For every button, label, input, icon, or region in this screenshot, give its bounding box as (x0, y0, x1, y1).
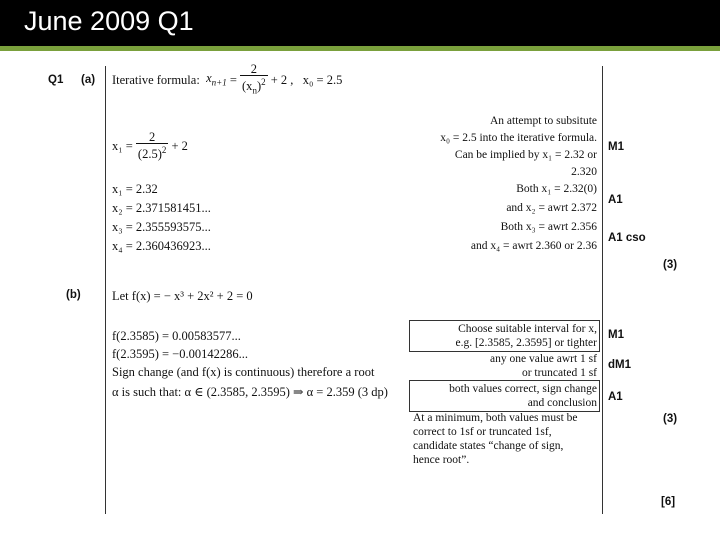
mark-code: dM1 (608, 359, 631, 371)
mark-code: M1 (608, 329, 624, 341)
iterate-value: x₄ = 2.360436923... (112, 239, 211, 253)
marking-note: and conclusion (527, 397, 597, 409)
iterative-fraction: $\frac{2}{(x_n)^2}$ (242, 62, 266, 96)
marking-note: any one value awrt 1 sf (490, 353, 597, 365)
title-accent-bar (0, 46, 720, 51)
marking-note: e.g. [2.3585, 2.3595] or tighter (455, 337, 597, 349)
question-total: [6] (661, 496, 676, 508)
slide-title: June 2009 Q1 (24, 6, 194, 36)
working-line: α is such that: α ∈ (2.3585, 2.3595) ⇒ α = 2.359 (3 dp) (112, 385, 388, 399)
iterate-value: x₂ = 2.371581451... (112, 201, 211, 215)
mark-code: A1 (608, 391, 623, 403)
mark-code: A1 (608, 194, 623, 206)
mark-code: M1 (608, 141, 624, 153)
part-a-label: (a) (81, 74, 96, 86)
mark-code: A1 cso (608, 232, 646, 244)
function-definition: Let f(x) = − x³ + 2x² + 2 = 0 (112, 289, 253, 303)
marking-note: and x₄ = awrt 2.360 or 2.36 (470, 240, 597, 252)
working-line: Sign change (and f(x) is continuous) therefore a root (112, 365, 375, 379)
marking-note: and x₂ = awrt 2.372 (506, 202, 597, 214)
part-total: (3) (663, 259, 678, 271)
marking-note: An attempt to subsitute (489, 115, 597, 127)
marking-note: correct to 1sf or truncated 1sf, (413, 426, 552, 438)
part-b-label: (b) (66, 289, 81, 301)
initial-value: x₀ = 2.5 (302, 73, 343, 87)
right-column-rule (602, 66, 603, 514)
marking-note: Choose suitable interval for x, (458, 323, 597, 335)
marking-note: At a minimum, both values must be (413, 412, 578, 424)
marking-note: Both x₁ = 2.32(0) (516, 183, 597, 195)
iterative-formula: Iterative formula: $x_{n+1}$ = $\frac{2}{(x_n)^2}$ + 2 , x₀ = 2.5 (112, 62, 343, 96)
iterate-value: x₁ = 2.32 (112, 182, 158, 196)
x1-fraction: $\frac{2}{(2.5)^2}$ (137, 130, 167, 162)
left-column-rule (105, 66, 106, 514)
working-line: f(2.3585) = 0.00583577... (112, 329, 241, 343)
marking-note: x₀ = 2.5 into the iterative formula. (440, 132, 597, 144)
marking-note: or truncated 1 sf (521, 367, 597, 379)
part-total: (3) (663, 413, 678, 425)
iterate-value: x₃ = 2.355593575... (112, 220, 211, 234)
working-line: f(2.3595) = −0.00142286... (112, 347, 248, 361)
marking-note: Can be implied by x₁ = 2.32 or (454, 149, 597, 161)
x1-substitution: x₁ = $\frac{2}{(2.5)^2}$ + 2 (112, 130, 188, 162)
marking-note: candidate states “change of sign, (413, 440, 564, 452)
marking-note: both values correct, sign change (449, 383, 597, 395)
marking-note: 2.320 (571, 166, 597, 178)
marking-note: Both x₃ = awrt 2.356 (500, 221, 597, 233)
marking-note: hence root”. (413, 454, 470, 466)
question-label: Q1 (48, 74, 64, 86)
